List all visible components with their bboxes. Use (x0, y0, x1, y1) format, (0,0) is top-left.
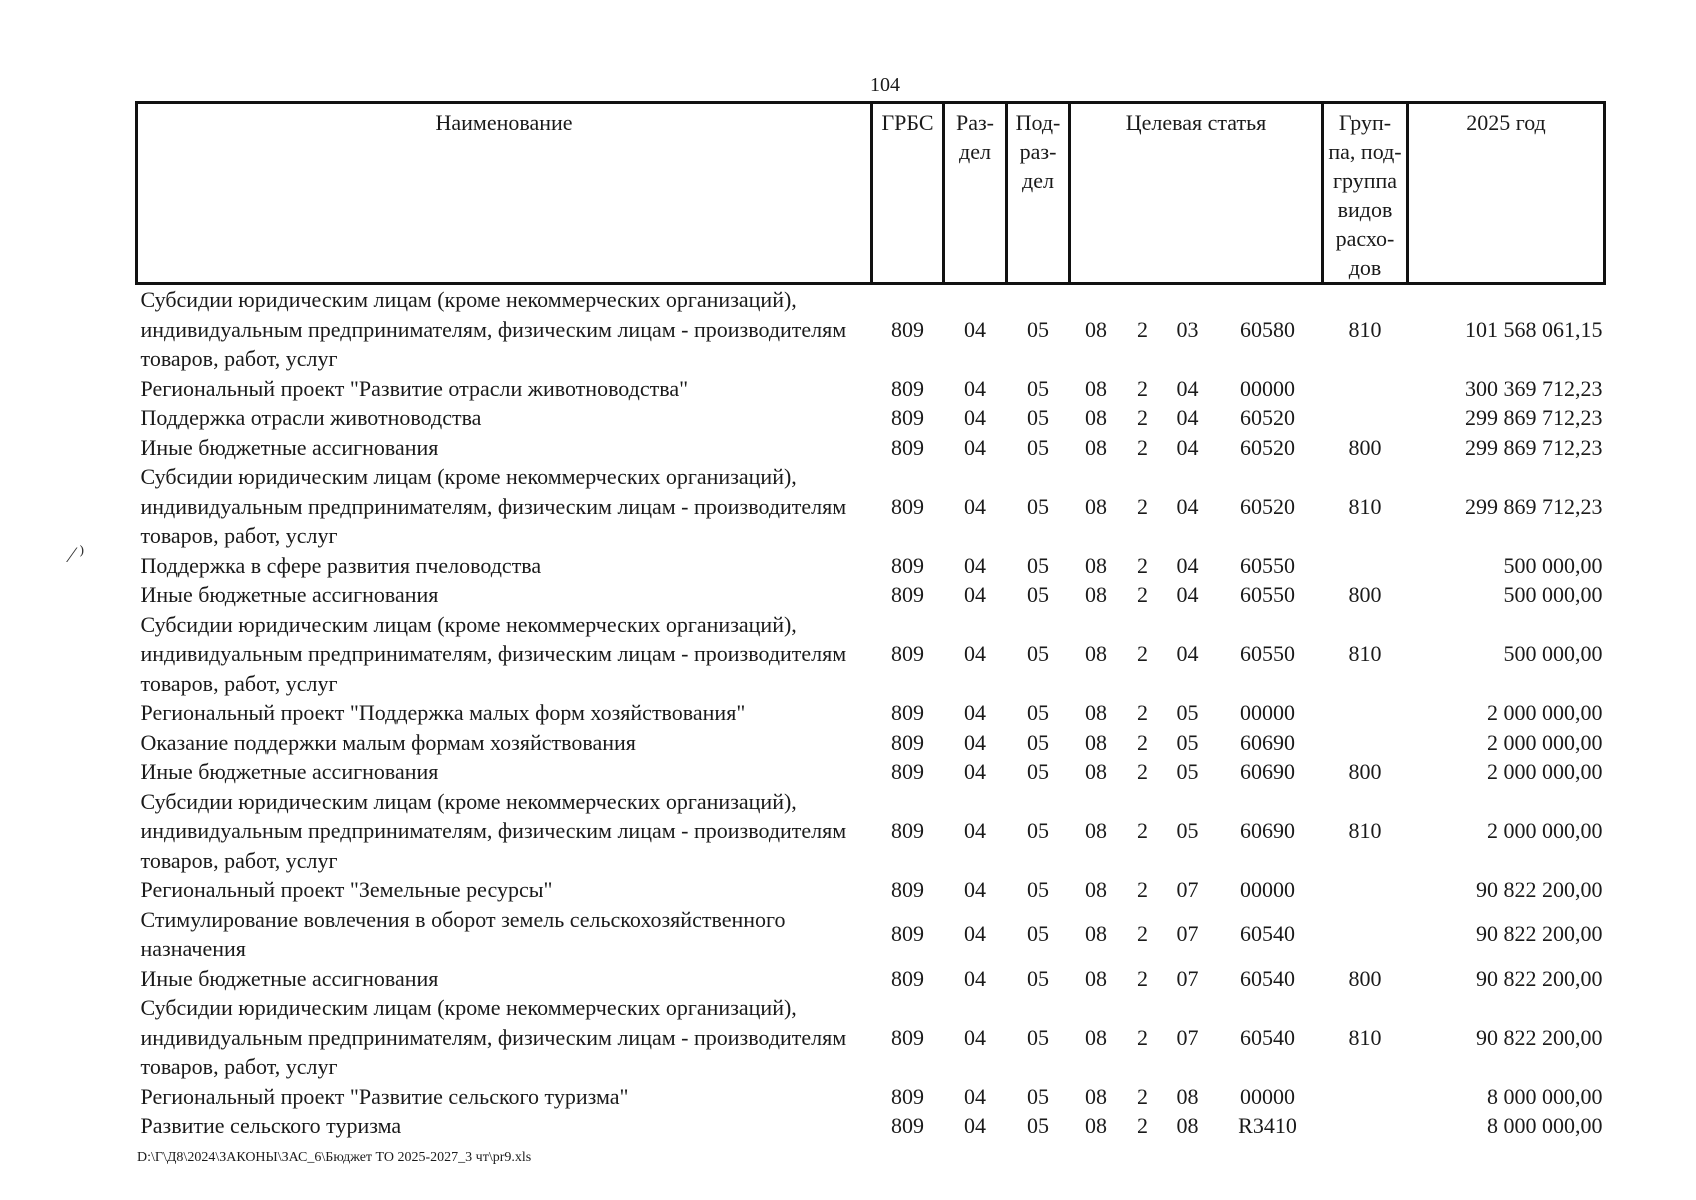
row-cs-direction: 60520 (1240, 434, 1295, 460)
row-podrazdel: 05 (1027, 405, 1049, 430)
row-cs-type: 2 (1137, 759, 1148, 784)
row-name: Региональный проект "Поддержка малых форм хозяйствования" (140, 700, 746, 725)
table-row (137, 905, 1605, 964)
row-amount: 2 000 000,00 (1487, 700, 1603, 725)
row-name: Субсидии юридическим лицам (кроме некоммерческих организаций), индивидуальным предпринимателям, физическим лицам - производителям товаров, работ, услуг (140, 611, 847, 696)
row-cs-direction: 00000 (1240, 700, 1295, 725)
table-body (137, 284, 1605, 1141)
header-name: Наименование (137, 103, 872, 284)
row-vid-raskhodov: 810 (1348, 818, 1382, 843)
row-name: Субсидии юридическим лицам (кроме некоммерческих организаций), индивидуальным предпринимателям, физическим лицам - производителям товаров, работ, услуг (140, 287, 847, 371)
row-cs-type: 2 (1137, 493, 1148, 519)
row-vid-raskhodov (1323, 374, 1408, 404)
row-amount: 2 000 000,00 (1487, 818, 1603, 843)
row-razdel: 04 (964, 818, 986, 843)
row-cs-program: 08 (1085, 759, 1107, 784)
row-grbs: 809 (891, 877, 924, 902)
row-podrazdel: 05 (1027, 1083, 1049, 1109)
row-cs-type: 2 (1137, 1113, 1148, 1138)
row-cs-program: 08 (1085, 700, 1107, 725)
row-vid-raskhodov: 810 (1348, 316, 1382, 342)
row-cs-direction: 60550 (1240, 641, 1295, 666)
row-grbs: 809 (891, 729, 924, 755)
row-vid-raskhodov (1323, 1082, 1408, 1112)
handwritten-margin-mark: ⁄ ⁾ (70, 542, 85, 567)
row-razdel: 04 (964, 1083, 986, 1109)
table-row (137, 374, 1605, 404)
file-path-footer: D:\Г\Д8\2024\ЗАКОНЫ\ЗАС_6\Бюджет ТО 2025-2027_3 чт\pr9.xls (137, 1150, 532, 1165)
row-cs-program: 08 (1085, 405, 1107, 430)
row-cs-project: 04 (1176, 582, 1199, 607)
row-cs-project: 05 (1176, 729, 1199, 755)
row-grbs: 809 (891, 582, 924, 607)
table-header (137, 103, 1605, 284)
row-cs-project: 07 (1176, 1024, 1199, 1050)
table-row (137, 875, 1605, 905)
row-amount: 101 568 061,15 (1465, 316, 1603, 342)
row-cs-direction: R3410 (1238, 1113, 1297, 1138)
row-razdel: 04 (964, 641, 986, 666)
row-amount: 8 000 000,00 (1487, 1083, 1603, 1109)
row-vid-raskhodov: 810 (1348, 1024, 1382, 1050)
row-cs-project: 04 (1176, 434, 1199, 460)
row-grbs: 809 (891, 375, 924, 401)
row-cs-program: 08 (1085, 316, 1107, 342)
row-grbs: 809 (891, 1083, 924, 1109)
row-name: Региональный проект "Земельные ресурсы" (140, 877, 553, 902)
row-cs-direction: 00000 (1240, 375, 1295, 401)
row-cs-type: 2 (1137, 700, 1148, 725)
row-name: Поддержка в сфере развития пчеловодства (140, 552, 542, 578)
row-cs-program: 08 (1085, 1024, 1107, 1050)
row-amount: 500 000,00 (1503, 641, 1603, 666)
table-row (137, 610, 1605, 699)
row-cs-program: 08 (1085, 729, 1107, 755)
table-row (137, 1082, 1605, 1112)
row-podrazdel: 05 (1027, 316, 1049, 342)
row-grbs: 809 (891, 965, 924, 991)
row-cs-project: 04 (1176, 493, 1199, 519)
row-razdel: 04 (964, 552, 986, 578)
row-amount: 90 822 200,00 (1476, 877, 1603, 902)
row-cs-type: 2 (1137, 729, 1148, 755)
row-grbs: 809 (891, 493, 924, 519)
table-row (137, 433, 1605, 463)
row-cs-project: 05 (1176, 700, 1199, 725)
row-cs-project: 04 (1176, 552, 1199, 578)
row-razdel: 04 (964, 493, 986, 519)
row-podrazdel: 05 (1027, 759, 1049, 784)
row-name: Субсидии юридическим лицам (кроме некоммерческих организаций), индивидуальным предпринимателям, физическим лицам - производителям товаров, работ, услуг (140, 464, 847, 548)
row-grbs: 809 (891, 405, 924, 430)
row-razdel: 04 (964, 434, 986, 460)
row-cs-program: 08 (1085, 434, 1107, 460)
row-vid-raskhodov: 800 (1348, 434, 1382, 460)
row-name: Стимулирование вовлечения в оборот земель сельскохозяйственного назначения (140, 906, 786, 961)
row-cs-project: 03 (1176, 316, 1199, 342)
table-row (137, 993, 1605, 1082)
row-cs-project: 04 (1176, 641, 1199, 666)
row-cs-type: 2 (1137, 921, 1148, 947)
table-row (137, 698, 1605, 728)
row-cs-project: 08 (1176, 1113, 1199, 1138)
row-vid-raskhodov (1323, 728, 1408, 758)
header-year: 2025 год (1408, 103, 1605, 284)
row-cs-type: 2 (1137, 818, 1148, 843)
row-vid-raskhodov: 810 (1348, 493, 1382, 519)
row-podrazdel: 05 (1027, 818, 1049, 843)
row-name: Иные бюджетные ассигнования (140, 434, 439, 460)
row-amount: 299 869 712,23 (1465, 434, 1603, 460)
row-name: Иные бюджетные ассигнования (140, 965, 439, 991)
row-amount: 8 000 000,00 (1487, 1113, 1603, 1138)
row-cs-program: 08 (1085, 552, 1107, 578)
row-name: Развитие сельского туризма (140, 1113, 402, 1138)
header-razdel: Раз- дел (944, 103, 1007, 284)
row-name: Региональный проект "Развитие отрасли животноводства" (140, 375, 689, 401)
row-vid-raskhodov: 800 (1348, 582, 1382, 607)
header-podrazdel: Под- раз- дел (1007, 103, 1070, 284)
row-cs-type: 2 (1137, 405, 1148, 430)
table-row (137, 580, 1605, 610)
row-cs-type: 2 (1137, 1024, 1148, 1050)
table-row (137, 757, 1605, 787)
header-grbs: ГРБС (872, 103, 944, 284)
row-cs-program: 08 (1085, 375, 1107, 401)
row-cs-program: 08 (1085, 818, 1107, 843)
row-vid-raskhodov (1323, 875, 1408, 905)
row-podrazdel: 05 (1027, 641, 1049, 666)
row-razdel: 04 (964, 877, 986, 902)
row-cs-direction: 60550 (1240, 552, 1295, 578)
row-razdel: 04 (964, 921, 986, 947)
row-cs-direction: 00000 (1240, 1083, 1295, 1109)
row-cs-program: 08 (1085, 1083, 1107, 1109)
row-grbs: 809 (891, 818, 924, 843)
row-grbs: 809 (891, 921, 924, 947)
row-cs-type: 2 (1137, 965, 1148, 991)
row-grbs: 809 (891, 316, 924, 342)
row-podrazdel: 05 (1027, 434, 1049, 460)
row-vid-raskhodov (1323, 403, 1408, 433)
table-row (137, 462, 1605, 551)
table-row (137, 284, 1605, 374)
row-cs-direction: 60540 (1240, 965, 1295, 991)
row-cs-type: 2 (1137, 375, 1148, 401)
row-amount: 90 822 200,00 (1476, 965, 1603, 991)
row-vid-raskhodov (1323, 1111, 1408, 1141)
row-podrazdel: 05 (1027, 552, 1049, 578)
row-razdel: 04 (964, 316, 986, 342)
row-cs-direction: 60550 (1240, 582, 1295, 607)
header-gruppa-vidov-raskhodov: Груп- па, под- группа видов расхо- дов (1323, 103, 1408, 284)
row-podrazdel: 05 (1027, 700, 1049, 725)
row-cs-direction: 60540 (1240, 1024, 1295, 1050)
table-row (137, 787, 1605, 876)
table-row (137, 728, 1605, 758)
row-amount: 300 369 712,23 (1465, 375, 1603, 401)
row-name: Иные бюджетные ассигнования (140, 582, 439, 607)
row-cs-direction: 60520 (1240, 405, 1295, 430)
row-cs-direction: 60690 (1240, 818, 1295, 843)
row-cs-program: 08 (1085, 877, 1107, 902)
row-cs-type: 2 (1137, 1083, 1148, 1109)
header-celevaya-statya: Целевая статья (1070, 103, 1323, 284)
row-vid-raskhodov: 800 (1348, 759, 1382, 784)
row-amount: 500 000,00 (1503, 552, 1603, 578)
row-amount: 299 869 712,23 (1465, 405, 1603, 430)
row-amount: 90 822 200,00 (1476, 1024, 1603, 1050)
row-cs-project: 05 (1176, 759, 1199, 784)
row-vid-raskhodov: 810 (1348, 641, 1382, 666)
row-cs-type: 2 (1137, 552, 1148, 578)
row-podrazdel: 05 (1027, 1024, 1049, 1050)
row-cs-type: 2 (1137, 582, 1148, 607)
row-name: Оказание поддержки малым формам хозяйствования (140, 729, 636, 755)
row-grbs: 809 (891, 700, 924, 725)
row-amount: 90 822 200,00 (1476, 921, 1603, 947)
row-vid-raskhodov (1323, 698, 1408, 728)
row-cs-direction: 00000 (1240, 877, 1295, 902)
row-cs-project: 04 (1176, 405, 1199, 430)
row-razdel: 04 (964, 759, 986, 784)
row-cs-type: 2 (1137, 641, 1148, 666)
row-podrazdel: 05 (1027, 582, 1049, 607)
row-podrazdel: 05 (1027, 877, 1049, 902)
row-cs-direction: 60580 (1240, 316, 1295, 342)
row-grbs: 809 (891, 641, 924, 666)
row-name: Региональный проект "Развитие сельского туризма" (140, 1083, 629, 1109)
row-cs-type: 2 (1137, 434, 1148, 460)
row-name: Иные бюджетные ассигнования (140, 759, 439, 784)
row-grbs: 809 (891, 434, 924, 460)
row-cs-program: 08 (1085, 1113, 1107, 1138)
row-razdel: 04 (964, 1113, 986, 1138)
row-grbs: 809 (891, 552, 924, 578)
row-cs-direction: 60690 (1240, 759, 1295, 784)
row-amount: 2 000 000,00 (1487, 729, 1603, 755)
row-grbs: 809 (891, 1024, 924, 1050)
row-cs-project: 07 (1176, 965, 1199, 991)
row-cs-program: 08 (1085, 921, 1107, 947)
row-amount: 299 869 712,23 (1465, 493, 1603, 519)
row-cs-project: 07 (1176, 921, 1199, 947)
page-number: 104 (870, 74, 900, 96)
row-cs-type: 2 (1137, 316, 1148, 342)
row-podrazdel: 05 (1027, 965, 1049, 991)
row-vid-raskhodov: 800 (1348, 965, 1382, 991)
row-podrazdel: 05 (1027, 375, 1049, 401)
row-razdel: 04 (964, 1024, 986, 1050)
row-podrazdel: 05 (1027, 921, 1049, 947)
row-name: Субсидии юридическим лицам (кроме некоммерческих организаций), индивидуальным предпринимателям, физическим лицам - производителям товаров, работ, услуг (140, 788, 847, 873)
row-cs-program: 08 (1085, 582, 1107, 607)
table-row (137, 403, 1605, 433)
table-row (137, 964, 1605, 994)
row-podrazdel: 05 (1027, 1113, 1049, 1138)
row-vid-raskhodov (1323, 551, 1408, 581)
table-row (137, 1111, 1605, 1141)
row-cs-program: 08 (1085, 641, 1107, 666)
row-razdel: 04 (964, 965, 986, 991)
row-podrazdel: 05 (1027, 493, 1049, 519)
row-name: Субсидии юридическим лицам (кроме некоммерческих организаций), индивидуальным предпринимателям, физическим лицам - производителям товаров, работ, услуг (140, 995, 847, 1079)
row-cs-direction: 60690 (1240, 729, 1295, 755)
row-cs-program: 08 (1085, 493, 1107, 519)
row-razdel: 04 (964, 729, 986, 755)
row-cs-direction: 60520 (1240, 493, 1295, 519)
table-row (137, 551, 1605, 581)
row-cs-project: 04 (1176, 375, 1199, 401)
row-razdel: 04 (964, 405, 986, 430)
row-cs-project: 07 (1176, 877, 1199, 902)
row-razdel: 04 (964, 582, 986, 607)
row-cs-program: 08 (1085, 965, 1107, 991)
row-grbs: 809 (891, 1113, 924, 1138)
row-cs-project: 08 (1176, 1083, 1199, 1109)
row-razdel: 04 (964, 700, 986, 725)
row-vid-raskhodov (1323, 905, 1408, 964)
row-grbs: 809 (891, 759, 924, 784)
row-razdel: 04 (964, 375, 986, 401)
row-cs-type: 2 (1137, 877, 1148, 902)
row-cs-project: 05 (1176, 818, 1199, 843)
row-cs-direction: 60540 (1240, 921, 1295, 947)
row-name: Поддержка отрасли животноводства (140, 405, 482, 430)
row-amount: 2 000 000,00 (1487, 759, 1603, 784)
row-podrazdel: 05 (1027, 729, 1049, 755)
row-amount: 500 000,00 (1503, 582, 1603, 607)
budget-table (135, 101, 1606, 1141)
